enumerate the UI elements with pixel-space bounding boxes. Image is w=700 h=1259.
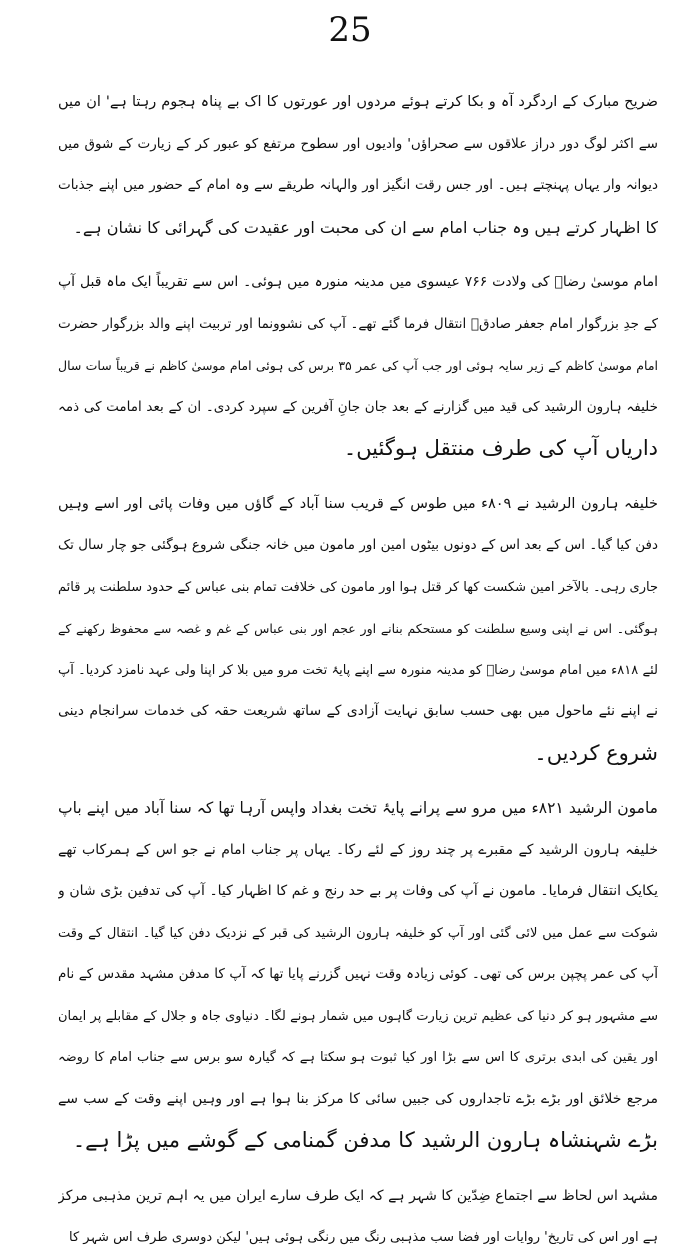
text-line: امام موسیٰ کاظم کے زیر سایہ ہوئی اور جب آپ کی عمر ۳۵ برس کی ہوئی امام موسیٰ کاظم نے قریباً سات سال bbox=[58, 358, 658, 373]
paragraph-gap bbox=[58, 470, 658, 484]
text-line: شروع کردیں۔ bbox=[534, 740, 658, 765]
paragraph bbox=[58, 788, 658, 1162]
text-line: کے جدِ بزرگوار امام جعفر صادقؑ انتقال فرما گئے تھے۔ آپ کی نشوونما اور تربیت اپنے والد بزرگوار حضرت bbox=[58, 315, 658, 332]
text-line: خلیفہ ہارون الرشید نے ۸۰۹ء میں طوس کے قریب سنا آباد کے گاؤں میں وفات پائی اور اسے وہیں bbox=[58, 495, 658, 512]
text-line: مامون الرشید ۸۲۱ء میں مرو سے پرانے پایۂ تخت بغداد واپس آرہا تھا کہ سنا آباد میں اپنے باپ bbox=[58, 799, 658, 817]
paragraph-gap bbox=[58, 248, 658, 262]
text-line: سے اکثر لوگ دور دراز علاقوں سے صحراؤں' وادیوں اور سطوح مرتفع کو عبور کر کے زیارت کے شوق میں bbox=[58, 135, 658, 152]
paragraph bbox=[58, 82, 658, 248]
text-line: دیوانہ وار یہاں پہنچتے ہیں۔ اور جس رقت انگیز اور والہانہ طریقے سے وہ امام کے حضور میں اپنے جذبات bbox=[58, 177, 658, 193]
text-line: ضریح مبارک کے اردگرد آہ و بکا کرتے ہوئے مردوں اور عورتوں کا اک بے پناہ ہجوم رہتا ہے' ان میں bbox=[58, 94, 658, 110]
text-line: امام موسیٰ رضاؑ کی ولادت ۷۶۶ عیسوی میں مدینہ منورہ میں ہوئی۔ اس سے تقریباً ایک ماہ قبل آپ bbox=[58, 274, 658, 290]
text-line: داریاں آپ کی طرف منتقل ہوگئیں۔ bbox=[343, 436, 658, 460]
text-line: لئے ۸۱۸ء میں امام موسیٰ رضاؑ کو مدینہ منورہ سے اپنے پایۂ تخت مرو میں بلا کر اپنا ولی عہد نامزد کردیا۔ آپ bbox=[58, 662, 658, 678]
page-number: 25 bbox=[328, 10, 372, 50]
text-line: دفن کیا گیا۔ اس کے بعد اس کے دونوں بیٹوں امین اور مامون میں خانہ جنگی شروع ہوگئی جو چار سال تک bbox=[58, 537, 658, 553]
text-line: نے اپنے نئے ماحول میں بھی حسب سابق نہایت آزادی کے ساتھ شریعت حقہ کی خدمات سرانجام دینی bbox=[58, 703, 658, 719]
paragraph bbox=[58, 1176, 658, 1259]
text-line: خلیفہ ہارون الرشید کے مقبرے پر چند روز کے لئے رکا۔ یہاں پر جناب امام نے جو اس کے ہمرکاب تھے bbox=[58, 841, 658, 858]
paragraph-gap bbox=[58, 774, 658, 788]
paragraph bbox=[58, 484, 658, 775]
text-line: کا اظہار کرتے ہیں وہ جناب امام سے ان کی محبت اور عقیدت کی گہرائی کا نشان ہے۔ bbox=[73, 217, 658, 237]
text-line: اور یقین کی ابدی برتری کا اس سے بڑا اور کیا ثبوت ہو سکتا ہے کہ گیارہ سو برس سے جناب امام کا روضہ bbox=[58, 1050, 658, 1065]
text-line: ہوگئی۔ اس نے اپنی وسیع سلطنت کو مستحکم بنانے اور عجم اور بنی عباس کے غم و غصہ سے محفوظ رکھنے کے bbox=[58, 621, 658, 636]
text-line: شوکت سے عمل میں لائی گئی اور آپ کو خلیفہ ہارون الرشید کی قبر کے نزدیک دفن کیا گیا۔ انتقال کے وقت bbox=[58, 925, 658, 941]
text-line: مشہد اس لحاظ سے اجتماع ضِدّین کا شہر ہے کہ ایک طرف سارے ایران میں یہ اہم ترین مذہبی مرکز bbox=[58, 1187, 658, 1204]
text-line: ہے اور اس کی تاریخ' روایات اور فضا سب مذہبی رنگ میں رنگی ہوئی ہیں' لیکن دوسری طرف اس شہر کا bbox=[68, 1230, 658, 1245]
text-line: مرجع خلائق اور بڑے بڑے تاجداروں کی جبیں سائی کا مرکز بنا ہوا ہے اور وہیں اپنے وقت کے سب سے bbox=[58, 1090, 658, 1107]
body-text bbox=[58, 82, 658, 1259]
text-line: یکایک انتقال فرمایا۔ مامون نے آپ کی وفات پر بے حد رنج و غم کا اظہار کیا۔ آپ کی تدفین بڑی شان و bbox=[58, 883, 658, 899]
text-line: سے مشہور ہو کر دنیا کی عظیم ترین زیارت گاہوں میں شمار ہونے لگا۔ دنیاوی جاہ و جلال کے مقابلے پر ایمان bbox=[58, 1008, 658, 1024]
paragraph-gap bbox=[58, 1162, 658, 1176]
text-line: بڑے شہنشاہ ہارون الرشید کا مدفن گمنامی کے گوشے میں پڑا ہے۔ bbox=[72, 1128, 658, 1152]
text-line: خلیفہ ہارون الرشید کی قید میں گزارنے کے بعد جان جانِ آفرین کے سپرد کردی۔ ان کے بعد امامت کی ذمہ bbox=[58, 398, 658, 415]
text-line: آپ کی عمر پچپن برس کی تھی۔ کوئی زیادہ وقت نہیں گزرنے پایا تھا کہ آپ کا مدفن مشہد مقدس کے نام bbox=[58, 966, 658, 982]
paragraph bbox=[58, 262, 658, 470]
text-line: جاری رہی۔ بالآخر امین شکست کھا کر قتل ہوا اور مامون کی خلافت تمام بنی عباس کے حدود سلطنت پر قائم bbox=[58, 579, 658, 595]
